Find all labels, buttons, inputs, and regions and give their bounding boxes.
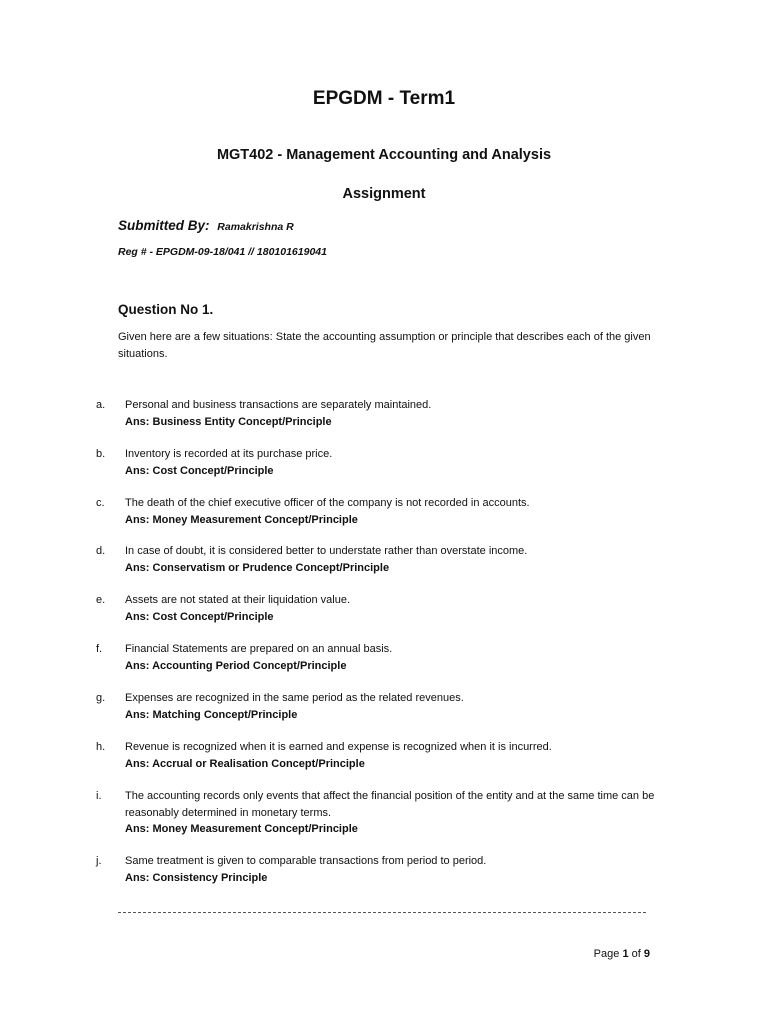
item-letter: i. — [96, 790, 102, 802]
item-answer: Ans: Cost Concept/Principle — [125, 610, 274, 623]
course-title: MGT402 - Management Accounting and Analysis — [216, 147, 552, 163]
item-text: The death of the chief executive officer of the company is not recorded in accounts. — [125, 497, 530, 509]
item-text: Personal and business transactions are separately maintained. — [125, 399, 432, 411]
submitted-by — [118, 218, 294, 233]
item-letter: h. — [96, 741, 106, 753]
item-letter: b. — [96, 448, 106, 460]
item-letter: j. — [96, 855, 102, 867]
item-text: The accounting records only events that affect the financial position of the entity and at the same time can be reasonably determined in monetary terms. — [125, 790, 655, 819]
item-letter: c. — [96, 497, 105, 509]
item-answer: Ans: Money Measurement Concept/Principle — [125, 823, 358, 835]
submitted-by-name: Ramakrishna R — [217, 221, 294, 233]
item-text: In case of doubt, it is considered better to understate rather than overstate income. — [125, 545, 528, 557]
document-title: EPGDM - Term1 — [312, 88, 456, 109]
question-heading: Question No 1. — [118, 302, 214, 317]
item-letter: g. — [96, 692, 106, 704]
item-text: Assets are not stated at their liquidation value. — [125, 594, 351, 606]
item-text: Inventory is recorded at its purchase price. — [125, 448, 333, 460]
question-intro: Given here are a few situations: State the accounting assumption or principle that describes each of the given situations. — [118, 331, 651, 360]
assignment-title: Assignment — [342, 186, 426, 202]
dashed-separator — [118, 912, 646, 913]
item-answer: Ans: Accrual or Realisation Concept/Principle — [125, 757, 365, 770]
page-label: Page — [593, 948, 620, 960]
page-current: 1 — [622, 948, 629, 960]
item-answer: Ans: Cost Concept/Principle — [125, 464, 274, 477]
item-text: Expenses are recognized in the same period as the related revenues. — [125, 692, 464, 704]
item-letter: a. — [96, 399, 106, 411]
item-answer: Ans: Accounting Period Concept/Principle — [125, 659, 347, 672]
item-answer: Ans: Business Entity Concept/Principle — [125, 415, 332, 428]
page-of: of — [631, 948, 641, 960]
item-letter: f. — [96, 643, 103, 655]
item-answer: Ans: Conservatism or Prudence Concept/Principle — [125, 561, 390, 574]
item-text: Financial Statements are prepared on an annual basis. — [125, 643, 393, 655]
item-answer: Ans: Consistency Principle — [125, 871, 268, 884]
registration-number: Reg # - EPGDM-09-18/041 // 180101619041 — [118, 246, 327, 258]
page-number — [594, 948, 650, 960]
item-text: Revenue is recognized when it is earned and expense is recognized when it is incurred. — [125, 741, 552, 753]
item-answer: Ans: Money Measurement Concept/Principle — [125, 513, 358, 526]
item-answer: Ans: Matching Concept/Principle — [125, 708, 298, 721]
item-text: Same treatment is given to comparable transactions from period to period. — [125, 855, 487, 867]
item-letter: e. — [96, 594, 106, 606]
page-total: 9 — [643, 948, 650, 960]
submitted-by-label: Submitted By: — [118, 218, 210, 233]
item-letter: d. — [96, 545, 106, 557]
